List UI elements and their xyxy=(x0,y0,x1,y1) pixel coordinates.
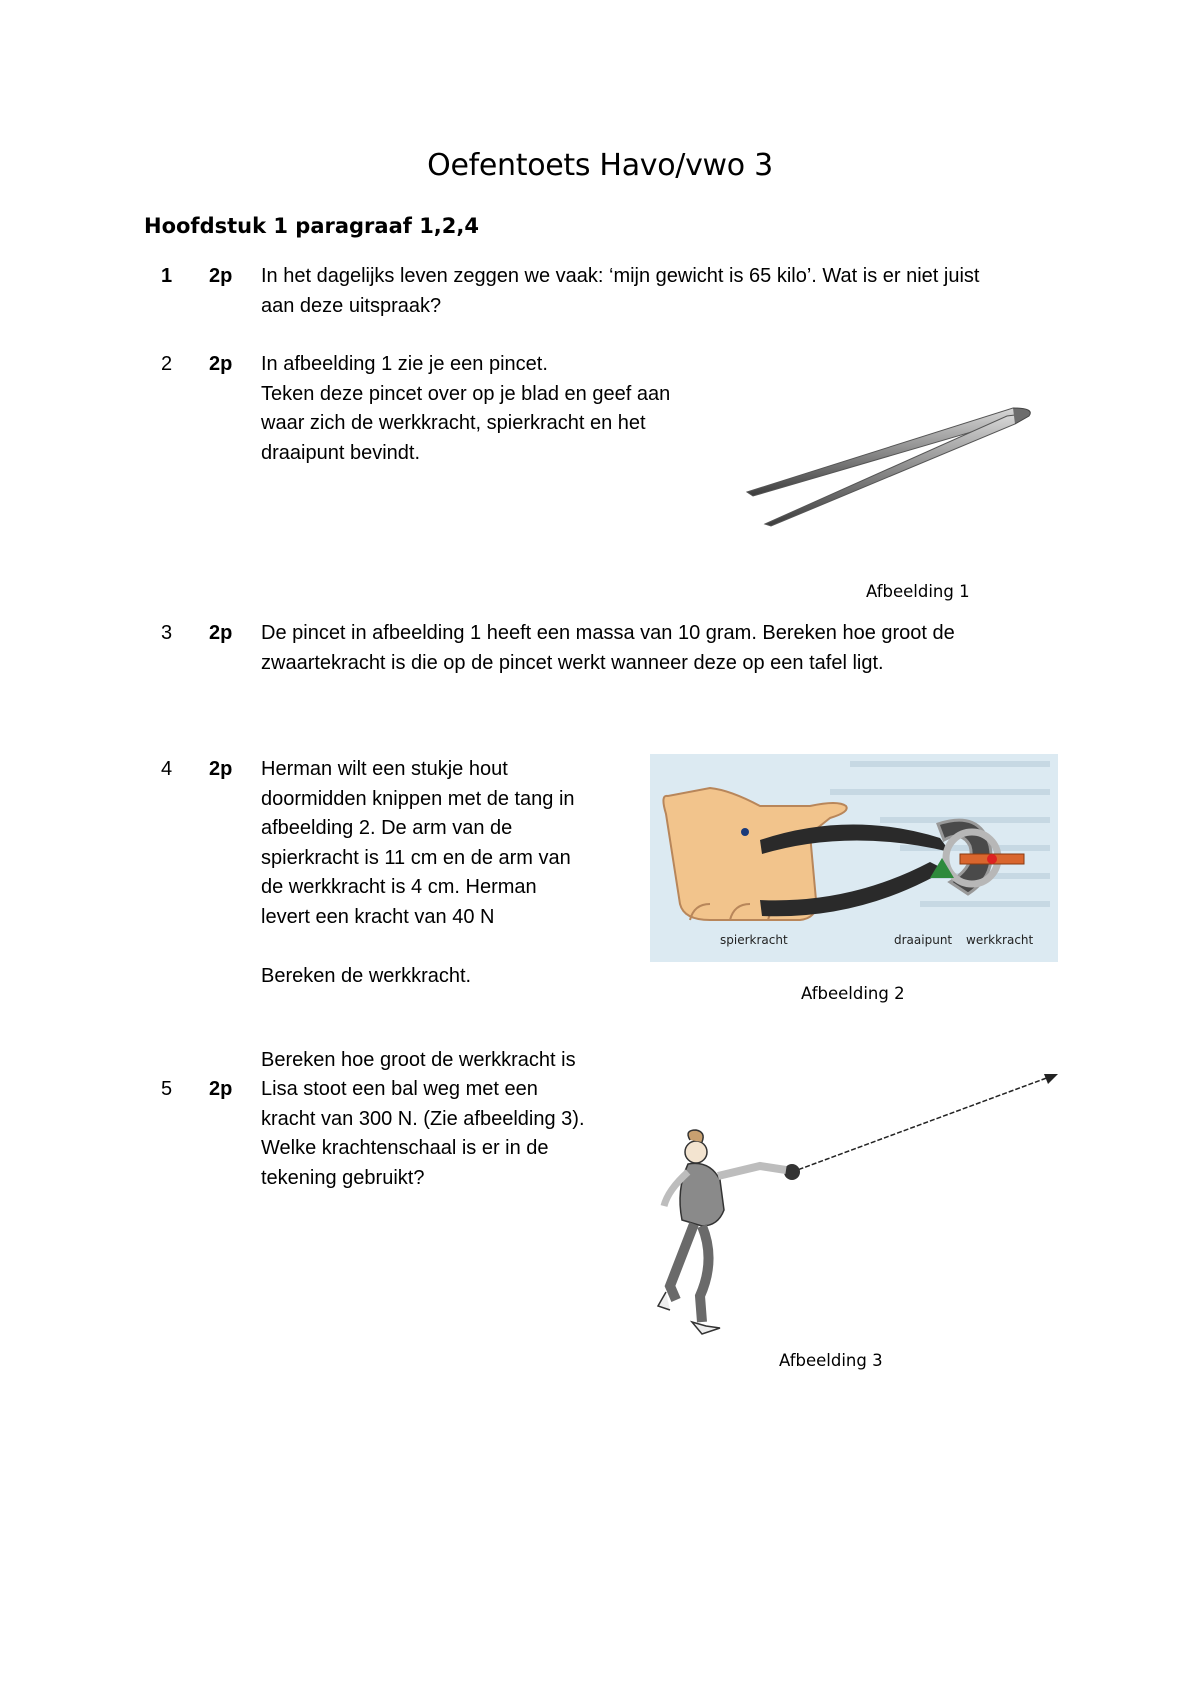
text-line: In afbeelding 1 zie je een pincet. xyxy=(261,353,548,375)
pincers-illustration xyxy=(650,754,1058,962)
question-5-points: 2p xyxy=(209,1078,233,1100)
text-line: waar zich de werkkracht, spierkracht en het xyxy=(261,412,646,434)
text-line: In het dagelijks leven zeggen we vaak: ‘mijn gewicht is 65 kilo’. Wat is er niet juist xyxy=(261,265,980,287)
question-5-text xyxy=(261,1075,585,1193)
question-4-points: 2p xyxy=(209,758,233,780)
text-line: Bereken de werkkracht. xyxy=(261,964,472,987)
question-1-number: 1 xyxy=(161,265,173,287)
text-line: Welke krachtenschaal is er in de xyxy=(261,1137,549,1159)
figure-2-caption: Afbeelding 2 xyxy=(801,984,905,1003)
question-1-points: 2p xyxy=(209,265,233,287)
text-line: zwaartekracht is die op de pincet werkt wanneer deze op een tafel ligt. xyxy=(261,651,884,674)
shot-put-illustration xyxy=(640,1060,1060,1345)
question-1-text xyxy=(261,262,980,321)
text-line: afbeelding 2. De arm van de xyxy=(261,817,513,839)
label-spierkracht: spierkracht xyxy=(720,933,788,947)
text-line: Lisa stoot een bal weg met een xyxy=(261,1078,538,1100)
figure-3-caption: Afbeelding 3 xyxy=(779,1351,883,1370)
question-3-points: 2p xyxy=(209,622,233,644)
question-4-text xyxy=(261,755,575,991)
document-title: Oefentoets Havo/vwo 3 xyxy=(427,148,773,183)
text-line: draaipunt bevindt. xyxy=(261,441,421,464)
question-4-number: 4 xyxy=(161,758,173,780)
question-3-number: 3 xyxy=(161,622,173,644)
label-draaipunt: draaipunt xyxy=(894,933,953,947)
question-2-text xyxy=(261,350,670,468)
figure-1-caption: Afbeelding 1 xyxy=(866,582,970,601)
text-line: Teken deze pincet over op je blad en geef aan xyxy=(261,382,671,405)
question-5-pre-text: Bereken hoe groot de werkkracht is xyxy=(261,1049,576,1071)
text-line: aan deze uitspraak? xyxy=(261,294,442,317)
tweezers-illustration xyxy=(745,400,1035,530)
question-3-text xyxy=(261,619,955,678)
text-line: doormidden knippen met de tang in xyxy=(261,787,575,810)
question-2-number: 2 xyxy=(161,353,173,375)
text-line: Herman wilt een stukje hout xyxy=(261,758,508,780)
text-line: spierkracht is 11 cm en de arm van xyxy=(261,846,571,869)
text-line: tekening gebruikt? xyxy=(261,1166,425,1189)
label-werkkracht: werkkracht xyxy=(966,933,1034,947)
question-2-points: 2p xyxy=(209,353,233,375)
text-line: de werkkracht is 4 cm. Herman xyxy=(261,876,537,898)
chapter-heading: Hoofdstuk 1 paragraaf 1,2,4 xyxy=(144,214,479,238)
text-line: kracht van 300 N. (Zie afbeelding 3). xyxy=(261,1107,585,1130)
text-line: levert een kracht van 40 N xyxy=(261,905,495,928)
question-5-number: 5 xyxy=(161,1078,173,1100)
text-line: De pincet in afbeelding 1 heeft een massa van 10 gram. Bereken hoe groot de xyxy=(261,622,955,644)
